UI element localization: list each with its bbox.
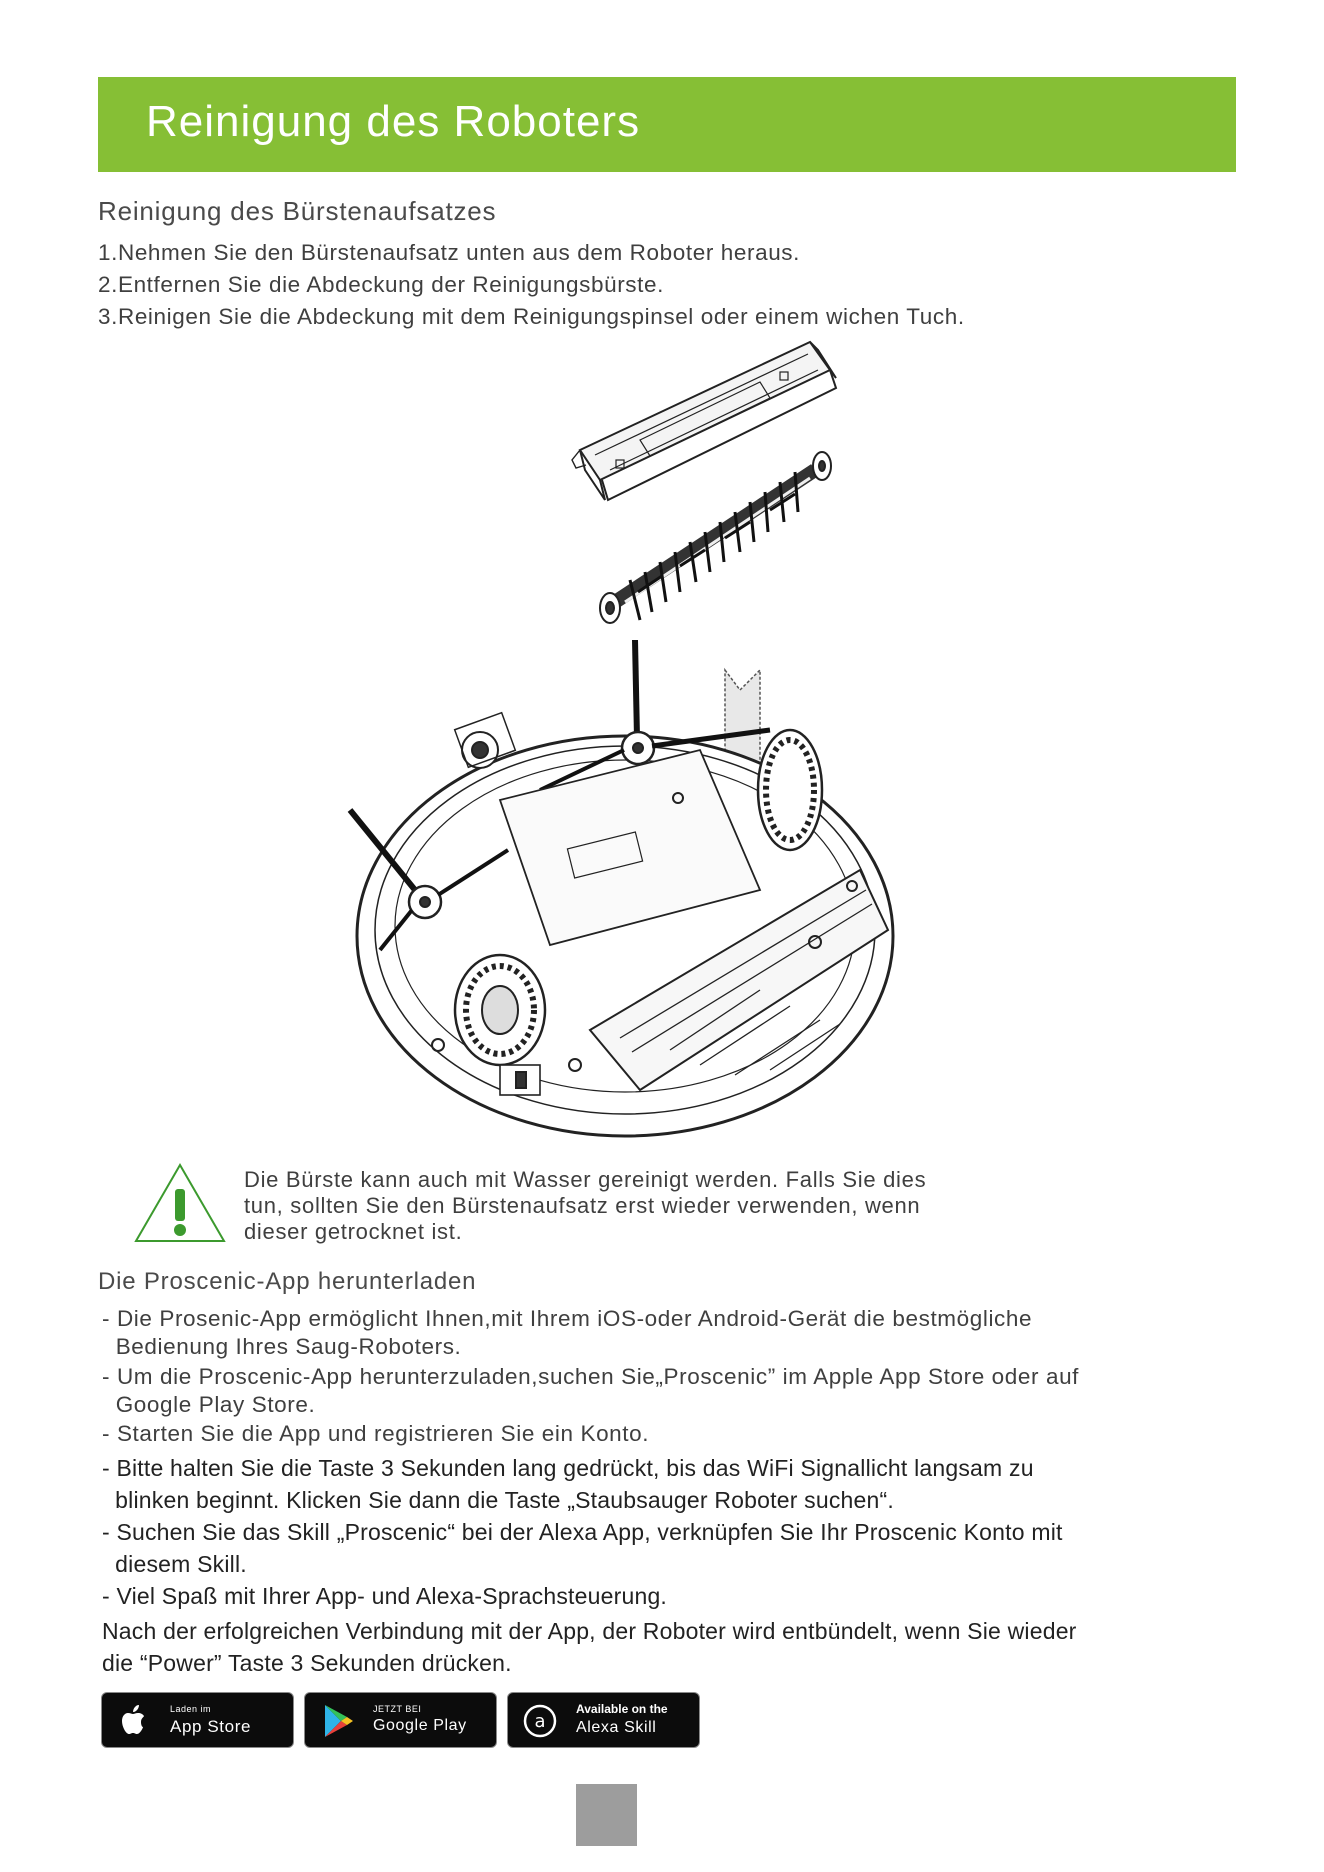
app-text-line: - Bitte halten Sie die Taste 3 Sekunden lang gedrückt, bis das WiFi Signallicht langsam zu [102, 1455, 1034, 1481]
badge-big-text: Alexa Skill [576, 1719, 657, 1736]
app-text-line: - Starten Sie die App und registrieren Sie ein Konto. [102, 1421, 650, 1446]
app-store-badge[interactable] [101, 1692, 294, 1748]
alexa-icon [520, 1701, 560, 1741]
app-text-line: Bedienung Ihres Saug-Roboters. [102, 1334, 462, 1359]
right-wheel [758, 730, 822, 850]
app-section-title: Die Proscenic-App herunterladen [98, 1268, 477, 1295]
warning-text: Die Bürste kann auch mit Wasser gereinigt werden. Falls Sie dies [244, 1167, 927, 1192]
robot-underside [350, 640, 893, 1136]
cleaning-section-title: Reinigung des Bürstenaufsatzes [98, 196, 497, 226]
app-text-line: - Um die Proscenic-App herunterzuladen,suchen Sie„Proscenic” im Apple App Store oder auf [102, 1364, 1080, 1389]
page-title: Reinigung des Roboters [146, 97, 641, 146]
warning-text: tun, sollten Sie den Bürstenaufsatz erst wieder verwenden, wenn [244, 1193, 921, 1218]
alexa-skill-badge[interactable] [507, 1692, 700, 1748]
badge-big-text: Google Play [373, 1717, 467, 1734]
google-play-icon [317, 1701, 357, 1741]
app-text-line: die “Power” Taste 3 Sekunden drücken. [102, 1650, 512, 1676]
apple-icon [114, 1701, 154, 1741]
badge-small-text: Available on the [576, 1702, 668, 1716]
badge-small-text: JETZT BEI [373, 1704, 422, 1714]
badge-small-text: Laden im [170, 1704, 212, 1714]
app-text-line: blinken beginnt. Klicken Sie dann die Taste „Staubsauger Roboter suchen“. [102, 1487, 894, 1513]
google-play-badge[interactable] [304, 1692, 497, 1748]
cleaning-step: 3.Reinigen Sie die Abdeckung mit dem Reinigungspinsel oder einem wichen Tuch. [98, 304, 965, 329]
app-text-line: Nach der erfolgreichen Verbindung mit der App, der Roboter wird entbündelt, wenn Sie wieder [102, 1618, 1077, 1644]
app-text-line: Google Play Store. [102, 1392, 316, 1417]
robot-brush-illustration [340, 330, 900, 1142]
warning-text: dieser getrocknet ist. [244, 1219, 463, 1244]
app-text-line: - Suchen Sie das Skill „Proscenic“ bei der Alexa App, verknüpfen Sie Ihr Proscenic Konto mit [102, 1519, 1063, 1545]
page-number-box [576, 1784, 637, 1846]
app-text-line: diesem Skill. [102, 1551, 247, 1577]
cleaning-step: 1.Nehmen Sie den Bürstenaufsatz unten aus dem Roboter heraus. [98, 240, 801, 265]
cleaning-step: 2.Entfernen Sie die Abdeckung der Reinigungsbürste. [98, 272, 664, 297]
left-wheel [455, 955, 545, 1065]
app-text-line: - Die Prosenic-App ermöglicht Ihnen,mit Ihrem iOS-oder Android-Gerät die bestmögliche [102, 1306, 1033, 1331]
app-text-line: - Viel Spaß mit Ihrer App- und Alexa-Sprachsteuerung. [102, 1583, 668, 1609]
header-bar [98, 77, 1236, 172]
warning-triangle-icon [132, 1161, 228, 1247]
badge-big-text: App Store [170, 1717, 252, 1736]
svg-text:a: a [534, 1711, 546, 1732]
roller-brush [600, 452, 831, 623]
